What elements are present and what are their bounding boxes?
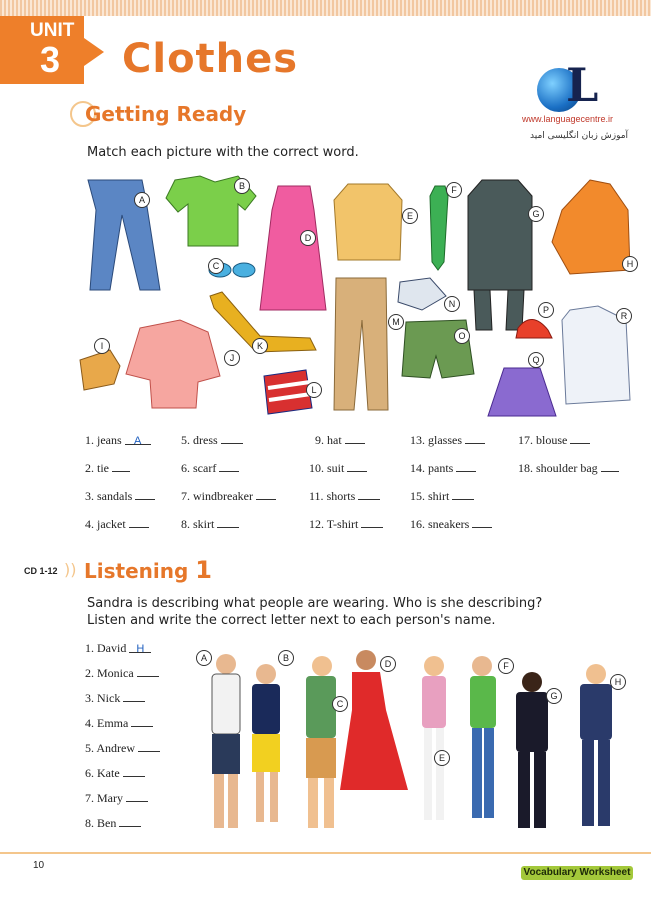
pants-image [334, 278, 388, 410]
answer-blank[interactable] [138, 742, 160, 752]
unit-label: UNIT [30, 20, 75, 41]
person-f-image [470, 656, 496, 818]
word-item: 4. jacket [85, 517, 149, 532]
word-item: 16. sneakers [410, 517, 492, 532]
picture-label-h: H [622, 256, 638, 272]
listening-title: Listening 1 [84, 556, 212, 584]
picture-label-c: C [208, 258, 224, 274]
picture-label-q: Q [528, 352, 544, 368]
person-label-f: F [498, 658, 514, 674]
page-number: 10 [33, 860, 45, 871]
word-item: 13. glasses [410, 433, 485, 448]
person-label-c: C [332, 696, 348, 712]
picture-label-n: N [444, 296, 460, 312]
logo-letter: L [566, 58, 599, 112]
answer-blank[interactable] [123, 692, 145, 702]
word-item: 2. tie [85, 461, 130, 476]
word-item: 3. sandals [85, 489, 155, 504]
dress-image [260, 186, 326, 310]
name-item: 5. Andrew [85, 741, 160, 756]
picture-label-e: E [402, 208, 418, 224]
name-item: 3. Nick [85, 691, 145, 706]
picture-label-r: R [616, 308, 632, 324]
answer-blank[interactable] [126, 792, 148, 802]
skirt-image [488, 368, 556, 416]
picture-label-m: M [388, 314, 404, 330]
answer-blank[interactable] [119, 817, 141, 827]
answer-blank[interactable] [456, 462, 476, 472]
tie-image [430, 186, 448, 270]
picture-label-a: A [134, 192, 150, 208]
person-label-d: D [380, 656, 396, 672]
person-label-h: H [610, 674, 626, 690]
windbreaker-image [552, 180, 630, 274]
answer-blank[interactable] [570, 434, 590, 444]
name-item: 6. Kate [85, 766, 145, 781]
person-h-image [580, 664, 612, 826]
top-stripe [0, 0, 651, 16]
word-item: 17. blouse [518, 433, 590, 448]
sneakers-image [398, 278, 446, 310]
person-label-a: A [196, 650, 212, 666]
logo-tagline: آموزش زبان انگلیسی امید [530, 131, 629, 141]
audio-waves-icon: )) [64, 560, 77, 579]
answer-blank[interactable]: A [125, 435, 151, 445]
name-item: 7. Mary [85, 791, 148, 806]
getting-ready-instruction: Match each picture with the correct word. [87, 145, 359, 160]
answer-blank[interactable] [219, 462, 239, 472]
getting-ready-title: Getting Ready [85, 102, 247, 126]
name-item: 1. David H [85, 641, 151, 656]
picture-label-k: K [252, 338, 268, 354]
name-item: 2. Monica [85, 666, 159, 681]
people-illustration [190, 640, 640, 840]
unit-number: 3 [40, 39, 61, 80]
answer-blank[interactable] [137, 667, 159, 677]
word-item: 1. jeans A [85, 433, 151, 448]
logo-url: www.languagecentre.ir [522, 114, 614, 124]
answer-blank[interactable] [465, 434, 485, 444]
answer-blank[interactable] [256, 490, 276, 500]
picture-label-d: D [300, 230, 316, 246]
person-e-image [422, 656, 446, 820]
answer-blank[interactable] [358, 490, 380, 500]
answer-blank[interactable] [347, 462, 367, 472]
cd-track-label: CD 1-12 [24, 566, 58, 576]
word-item: 7. windbreaker [181, 489, 276, 504]
answer-blank[interactable] [123, 767, 145, 777]
answer-blank[interactable] [217, 518, 239, 528]
suit-image [468, 180, 532, 290]
word-item: 8. skirt [181, 517, 239, 532]
people-drawing [190, 640, 640, 840]
person-c-image [306, 656, 336, 828]
name-item: 4. Emma [85, 716, 153, 731]
picture-label-i: I [94, 338, 110, 354]
picture-label-l: L [306, 382, 322, 398]
clothes-illustration [70, 170, 640, 425]
answer-blank[interactable]: H [129, 643, 151, 653]
sandals-image [80, 350, 120, 390]
word-item: 14. pants [410, 461, 476, 476]
person-label-b: B [278, 650, 294, 666]
picture-label-b: B [234, 178, 250, 194]
listening-instruction-line1: Sandra is describing what people are wearing. Who is she describing? [87, 596, 543, 611]
answer-blank[interactable] [361, 518, 383, 528]
answer-blank[interactable] [112, 462, 130, 472]
footer-divider [0, 852, 651, 854]
picture-label-f: F [446, 182, 462, 198]
answer-blank[interactable] [452, 490, 474, 500]
listening-instruction-line2: Listen and write the correct letter next to each person's name. [87, 613, 496, 628]
clothes-drawing [70, 170, 640, 425]
word-item: 18. shoulder bag [518, 461, 619, 476]
name-item: 8. Ben [85, 816, 141, 831]
person-label-e: E [434, 750, 450, 766]
jacket-image [334, 184, 402, 260]
answer-blank[interactable] [129, 518, 149, 528]
answer-blank[interactable] [135, 490, 155, 500]
word-item: 10. suit [309, 461, 367, 476]
word-item: 6. scarf [181, 461, 239, 476]
picture-label-o: O [454, 328, 470, 344]
word-item: 11. shorts [309, 489, 380, 504]
person-b-image [252, 664, 280, 822]
blouse-image [126, 320, 220, 408]
person-a-image [212, 654, 240, 828]
vocabulary-worksheet-badge: Vocabulary Worksheet [521, 866, 633, 880]
picture-label-p: P [538, 302, 554, 318]
answer-blank[interactable] [601, 462, 619, 472]
picture-label-j: J [224, 350, 240, 366]
word-item: 5. dress [181, 433, 243, 448]
word-item: 9. hat [315, 433, 365, 448]
person-label-g: G [546, 688, 562, 704]
answer-blank[interactable] [345, 434, 365, 444]
picture-label-g: G [528, 206, 544, 222]
shoulder-bag-image [264, 370, 312, 414]
person-d-image [340, 650, 408, 790]
answer-blank[interactable] [131, 717, 153, 727]
page-title: Clothes [122, 36, 299, 82]
word-item: 12. T-shirt [309, 517, 383, 532]
person-g-image [516, 672, 548, 828]
answer-blank[interactable] [221, 434, 243, 444]
answer-blank[interactable] [472, 518, 492, 528]
word-item: 15. shirt [410, 489, 474, 504]
